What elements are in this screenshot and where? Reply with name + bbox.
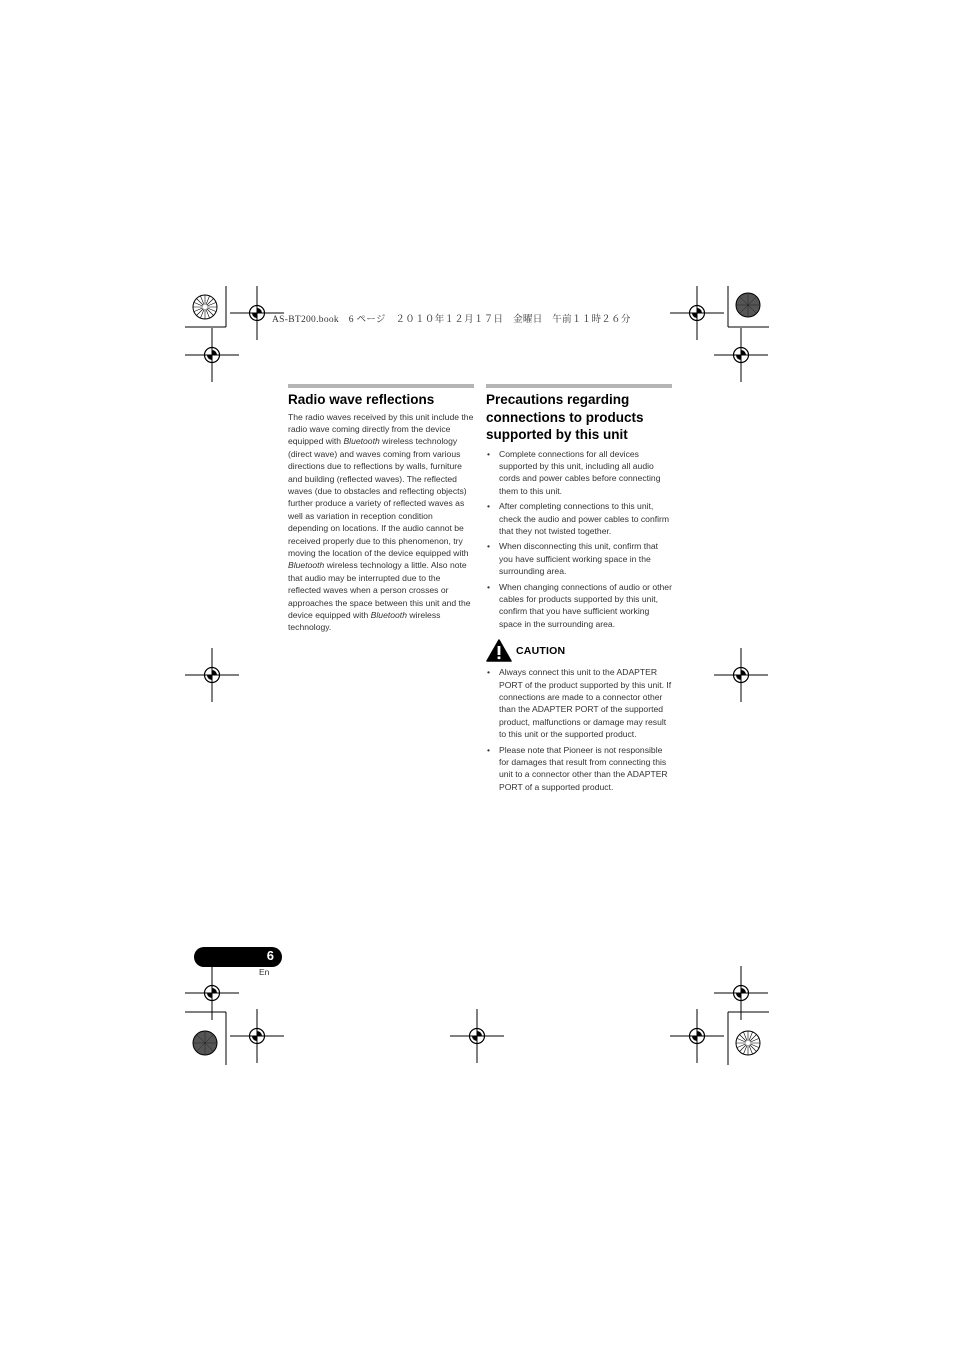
list-item-text: When changing connections of audio or other cables for products supported by this unit, confirm that you have sufficient working space in the surrounding area. (499, 581, 672, 629)
book-file-header: AS-BT200.book 6 ページ ２０１０年１２月１７日 金曜日 午前１１時２６分 (272, 315, 631, 325)
body-text: The radio waves received by this unit include the radio wave coming directly from the device equipped with (288, 411, 474, 447)
bullet-symbol: • (487, 448, 491, 459)
section-title: Precautions regarding connections to products supported by this unit (486, 392, 644, 442)
caution-heading (486, 639, 672, 662)
warning-triangle-icon (486, 639, 512, 662)
bullet-symbol: • (487, 541, 491, 552)
precautions-list (486, 448, 672, 631)
list-item-text: After completing connections to this unit, check the audio and power cables to confirm that they not twisted together. (499, 501, 670, 536)
bullet-symbol: • (487, 581, 491, 592)
bullet-symbol: • (487, 744, 491, 755)
list-item (486, 448, 672, 498)
section-rule (486, 384, 672, 388)
body-text: wireless technology. (288, 610, 441, 633)
list-item (486, 666, 672, 740)
section-rule (288, 384, 474, 388)
page-number: 6 (266, 948, 274, 963)
bullet-symbol: • (487, 501, 491, 512)
bullet-symbol: • (487, 667, 491, 678)
caution-list (486, 666, 672, 793)
body-text: wireless technology a little. Also note that audio may be interrupted due to the reflected waves when a person crosses or approaches the space between this unit and the device equipped with (288, 560, 471, 620)
body-text: wireless technology (direct wave) and waves coming from various directions due to reflections by walls, furniture and building (reflected waves). The reflected waves (due to obstacles and reflecting objects) further produce a variety of reflected waves as well as variation in reception condition depending on locations. If the audio cannot be received properly due to this phenomenon, try moving the location of the device equipped with (288, 436, 469, 558)
list-item (486, 581, 672, 631)
language-code: En (259, 967, 270, 977)
section-body (288, 411, 474, 634)
list-item-text: When disconnecting this unit, confirm that you have sufficient working space in the surrounding area. (499, 541, 659, 577)
list-item (486, 540, 672, 577)
precautions-section (486, 384, 672, 796)
caution-label: CAUTION (516, 644, 566, 657)
list-item-text: Please note that Pioneer is not responsible for damages that result from connecting this unit to a connector other than the ADAPTER PORT of a supported product. (499, 744, 668, 792)
list-item-text: Always connect this unit to the ADAPTER PORT of the product supported by this unit. If connections are made to a connector other than the ADAPTER PORT of the supported product, malfunctions or damage may result to this unit or the supported product. (499, 667, 672, 740)
list-item (486, 500, 672, 537)
list-item (486, 744, 672, 794)
list-item-text: Complete connections for all devices supported by this unit, including all audio cords and power cables before connecting them to this unit. (499, 448, 661, 496)
body-italic: Bluetooth (343, 436, 380, 447)
body-italic: Bluetooth (370, 610, 407, 620)
section-title: Radio wave reflections (288, 392, 435, 407)
body-italic: Bluetooth (288, 560, 325, 571)
radio-wave-section (288, 384, 474, 634)
